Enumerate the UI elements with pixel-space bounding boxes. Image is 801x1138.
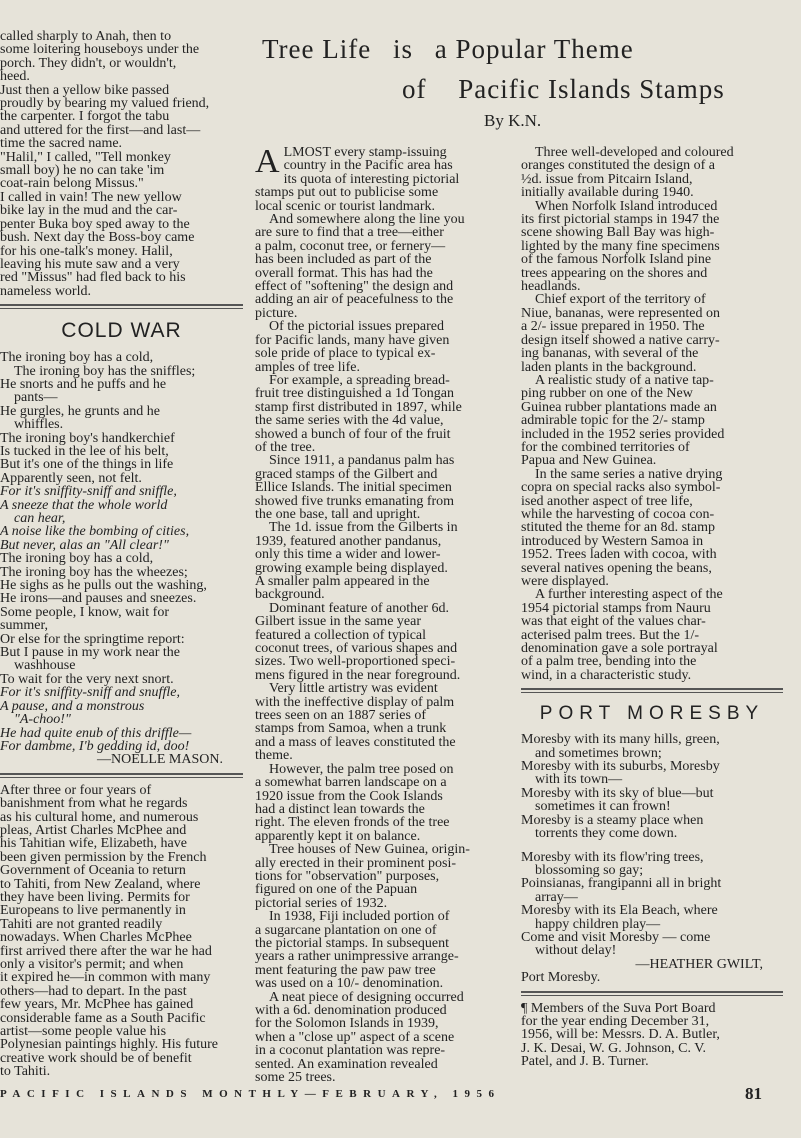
- poem-line: He gurgles, he grunts and he: [0, 404, 160, 419]
- divider: [521, 688, 783, 693]
- text-line: when a "close up" aspect of a scene: [255, 1030, 455, 1045]
- text-line: are sure to find that a tree—either: [255, 226, 444, 240]
- first-paragraph: [255, 143, 484, 214]
- text-line: Government of Oceania to return: [0, 864, 186, 878]
- text-line: were displayed.: [521, 575, 609, 589]
- paragraph: [255, 910, 484, 990]
- poem-signature: —NOELLE MASON.: [97, 752, 223, 768]
- text-line: considerable fame as a South Pacific: [0, 1011, 206, 1026]
- paragraph: [255, 374, 484, 454]
- text-line: In the same series a native drying: [535, 467, 723, 482]
- text-line: some loitering houseboys under the: [0, 43, 200, 57]
- text-line: to Tahiti, from New Zealand, where: [0, 877, 201, 891]
- text-line: LMOST every stamp-issuing: [283, 146, 447, 160]
- headline-part: Tree Life: [262, 34, 372, 64]
- text-line: apparently kept it on balance.: [255, 829, 421, 844]
- text-line: creative work should be of benefit: [0, 1051, 192, 1066]
- suva-port-board-note: [521, 1002, 783, 1069]
- text-line: and uttered for the first—and last—: [0, 123, 201, 138]
- paragraph: [255, 843, 484, 910]
- poem-line: whiffles.: [14, 418, 64, 432]
- text-line: 1952. Trees laden with cocoa, with: [521, 548, 717, 562]
- byline: By K.N.: [484, 111, 542, 130]
- poem-line: blossoming so gay;: [535, 863, 644, 878]
- paragraph: [255, 320, 484, 374]
- text-line: nowadays. When Charles McPhee: [0, 931, 192, 945]
- text-line: ¶ Members of the Suva Port Board: [521, 1001, 716, 1015]
- text-line: while the harvesting of cocoa con-: [521, 507, 715, 522]
- poem-cold-war: [0, 351, 243, 753]
- text-line: its first pictorial stamps in 1947 the: [521, 213, 720, 227]
- text-line: was that eight of the values char-: [521, 615, 706, 629]
- text-line: with the ineffective display of palm: [255, 695, 455, 710]
- poem-line: Is tucked in the lee of his belt,: [0, 444, 169, 459]
- text-line: Patel, and J. B. Turner.: [521, 1055, 649, 1069]
- poem-signature: —HEATHER GWILT,: [635, 956, 763, 972]
- text-line: amples of tree life.: [255, 360, 360, 374]
- text-line: country in the Pacific area has: [283, 159, 453, 173]
- text-line: design itself showed a native carry-: [521, 333, 720, 348]
- text-line: had a distinct lean towards the: [255, 802, 425, 817]
- text-line: penter Buka boy sped away to the: [0, 217, 190, 232]
- text-line: ing bananas, with several of the: [521, 347, 699, 361]
- text-line: overall format. This has had the: [255, 266, 433, 281]
- headline-part: Pacific Islands Stamps: [458, 74, 725, 104]
- poem-title-port-moresby: PORT MORESBY: [539, 703, 765, 725]
- text-line: In 1938, Fiji included portion of: [269, 910, 450, 924]
- paragraph: [521, 374, 783, 468]
- text-line: 1954 pictorial stamps from Nauru: [521, 601, 711, 616]
- footer-running-title: PACIFIC ISLANDS MONTHLY—FEBRUARY, 1956: [0, 1088, 501, 1100]
- headline-line-2: [402, 74, 725, 105]
- text-line: wind, in a characteristic study.: [521, 668, 692, 683]
- middle-column: [255, 143, 484, 1085]
- text-line: porch. They didn't, or wouldn't,: [0, 56, 177, 71]
- poem-line: summer,: [0, 619, 49, 633]
- text-line: And somewhere along the line you: [269, 213, 465, 227]
- article-body: [255, 213, 484, 1084]
- text-line: its quota of interesting pictorial: [283, 172, 460, 187]
- poem-line: Some people, I know, wait for: [0, 605, 169, 620]
- article-headline: [262, 30, 787, 142]
- poem-line: The ironing boy has the sniffles;: [14, 364, 196, 378]
- poem-line: Moresby with its sky of blue—but: [521, 786, 714, 801]
- text-line: sole pride of place to typical ex-: [255, 347, 436, 361]
- text-line: for the year ending December 31,: [521, 1014, 710, 1029]
- text-line: several natives opening the beans,: [521, 561, 712, 575]
- poem-line: Moresby with its flow'ring trees,: [521, 850, 704, 864]
- poem-line: Come and visit Moresby — come: [521, 930, 711, 945]
- text-line: to Tahiti.: [0, 1065, 51, 1079]
- poem-place: Port Moresby.: [521, 971, 601, 985]
- page-number: 81: [745, 1084, 762, 1103]
- poem-line: But I pause in my work near the: [0, 646, 181, 660]
- text-line: initially available during 1940.: [521, 186, 694, 200]
- text-line: nameless world.: [0, 284, 91, 299]
- text-line: Very little artistry was evident: [269, 682, 438, 696]
- text-line: Europeans to live permanently in: [0, 904, 186, 918]
- text-line: of the tree.: [255, 440, 316, 455]
- text-line: they have been living. Permits for: [0, 890, 190, 905]
- text-line: A neat piece of designing occurred: [269, 990, 464, 1004]
- text-line: After three or four years of: [0, 783, 152, 798]
- article-body-continued: [521, 146, 783, 682]
- poem-line: The ironing boy has a cold,: [0, 351, 154, 365]
- poem-line: A noise like the bombing of cities,: [0, 525, 190, 539]
- headline-part: of: [402, 74, 427, 104]
- text-line: A further interesting aspect of the: [535, 588, 723, 602]
- text-line: A realistic study of a native tap-: [535, 373, 714, 388]
- text-line: adding an air of peacefulness to the: [255, 293, 454, 307]
- text-line: 1920 issue from the Cook Islands: [255, 789, 443, 803]
- text-line: in a coconut plantation was repre-: [255, 1044, 446, 1058]
- text-line: Polynesian paintings highly. His future: [0, 1038, 219, 1052]
- poem-line: But never, alas an "All clear!": [0, 538, 169, 553]
- text-line: others—had to depart. In the past: [0, 984, 187, 999]
- poem-line: For it's sniffity-sniff and snuffle,: [0, 686, 180, 700]
- text-line: the carpenter. I forgot the tabu: [0, 110, 170, 124]
- drop-cap: A: [255, 143, 280, 180]
- text-line: bike lay in the mud and the car-: [0, 204, 178, 218]
- left-column: [0, 30, 243, 1079]
- text-line: admirable topic for the 2/- stamp: [521, 414, 705, 428]
- text-line: Three well-developed and coloured: [535, 146, 734, 160]
- poem-line: happy children play—: [535, 917, 661, 931]
- divider: [521, 991, 783, 996]
- text-line: the one base, tall and upright.: [255, 507, 421, 522]
- poem-line: Moresby with its Ela Beach, where: [521, 904, 718, 918]
- text-line: For example, a spreading bread-: [269, 373, 450, 388]
- text-line: only this time a wider and lower-: [255, 548, 441, 562]
- text-line: J. K. Desai, W. G. Johnson, C. V.: [521, 1041, 707, 1056]
- text-line: lighted by the many fine specimens: [521, 239, 720, 254]
- poem-line: Poinsianas, frangipanni all in bright: [521, 877, 722, 891]
- text-line: growing example being displayed.: [255, 561, 448, 575]
- right-column: [521, 146, 783, 1069]
- text-line: background.: [255, 588, 325, 602]
- text-line: a somewhat barren landscape on a: [255, 776, 447, 790]
- text-line: stamps from Samoa, when a trunk: [255, 722, 447, 736]
- poem-line: Or else for the springtime report:: [0, 632, 185, 647]
- text-line: heed.: [0, 70, 30, 84]
- text-line: laden plants in the background.: [521, 360, 697, 374]
- text-line: called sharply to Anah, then to: [0, 30, 172, 44]
- paragraph: [521, 468, 783, 589]
- text-line: some 25 trees.: [255, 1071, 336, 1085]
- text-line: with a 6d. denomination produced: [255, 1004, 447, 1018]
- poem-line: He snorts and he puffs and he: [0, 377, 167, 392]
- text-line: proudly by bearing my valued friend,: [0, 97, 210, 111]
- text-line: banishment from what he regards: [0, 797, 188, 811]
- poem-line: The ironing boy's handkerchief: [0, 431, 175, 445]
- text-line: Just then a yellow bike passed: [0, 83, 170, 98]
- text-line: has been included as part of the: [255, 253, 432, 267]
- paragraph: [255, 763, 484, 843]
- text-line: the same series with the 4d value,: [255, 414, 444, 428]
- text-line: I called in vain! The new yellow: [0, 190, 182, 205]
- text-line: sizes. Two well-proportioned speci-: [255, 655, 456, 669]
- poem-line: The ironing boy has the wheezes;: [0, 565, 188, 580]
- text-line: mens figured in the near foreground.: [255, 668, 461, 683]
- paragraph: [255, 521, 484, 601]
- text-line: figured on one of the Papuan: [255, 883, 418, 897]
- poem-line: array—: [535, 890, 578, 905]
- poem-line: He had quite enub of this driffle—: [0, 726, 192, 740]
- text-line: Tahiti are not granted readily: [0, 917, 163, 932]
- text-line: a 2/- issue prepared in 1950. The: [521, 320, 705, 334]
- text-line: first arrived there after the war he had: [0, 944, 212, 958]
- text-line: Tree houses of New Guinea, origin-: [269, 843, 470, 857]
- page-footer: [0, 1082, 801, 1112]
- text-line: for Pacific lands, many have given: [255, 333, 450, 348]
- poem-stanza: [521, 851, 783, 958]
- text-line: trees appearing on the shores and: [521, 266, 708, 281]
- text-line: stituted the theme for an 8d. stamp: [521, 521, 716, 535]
- poem-line: To wait for the very next snort.: [0, 672, 174, 687]
- text-line: been given permission by the French: [0, 850, 207, 865]
- poem-line: can hear,: [14, 512, 66, 526]
- text-line: coconut trees, of various shapes and: [255, 642, 458, 656]
- text-line: leaving his mute saw and a very: [0, 257, 180, 272]
- text-line: was used on a 10/- denomination.: [255, 977, 444, 991]
- mcphee-paragraph: [0, 784, 243, 1079]
- text-line: years a rather unimpressive arrange-: [255, 950, 459, 964]
- poem-line: Apparently seen, not felt.: [0, 471, 142, 486]
- text-line: for the Solomon Islands in 1939,: [255, 1017, 439, 1031]
- text-line: However, the palm tree posed on: [269, 762, 454, 777]
- text-line: only a visitor's permit; and when: [0, 958, 184, 972]
- poem-line: For it's sniffity-sniff and sniffle,: [0, 485, 177, 499]
- paragraph: [521, 588, 783, 682]
- headline-part: is: [392, 34, 413, 64]
- poem-line: A sneeze that the whole world: [0, 498, 168, 512]
- text-line: for his one-talk's money. Halil,: [0, 244, 173, 258]
- poem-line: Moresby is a steamy place when: [521, 813, 704, 828]
- text-line: Ellice Islands. The initial specimen: [255, 481, 452, 495]
- text-line: Guinea rubber plantations made an: [521, 400, 717, 415]
- text-line: for the combined territories of: [521, 440, 690, 455]
- text-line: tions for "observation" purposes,: [255, 869, 440, 884]
- text-line: Of the pictorial issues prepared: [269, 320, 444, 334]
- poem-line: For dambme, I'b gedding id, doo!: [0, 739, 190, 754]
- poem-line: "A-choo!": [14, 713, 71, 727]
- text-line: stamp first distributed in 1897, while: [255, 400, 462, 415]
- poem-line: A pause, and a monstrous: [0, 699, 145, 714]
- poem-line: torrents they come down.: [535, 827, 678, 841]
- text-line: a palm, coconut tree, or fernery—: [255, 239, 446, 254]
- paragraph: [521, 293, 783, 373]
- text-line: featured a collection of typical: [255, 628, 427, 643]
- text-line: graced stamps of the Gilbert and: [255, 467, 438, 482]
- text-line: copra on special racks also symbol-: [521, 481, 721, 495]
- paragraph: [255, 602, 484, 682]
- text-line: picture.: [255, 306, 298, 321]
- poem-line: He irons—and pauses and sneezes.: [0, 592, 197, 606]
- text-line: ½d. issue from Pitcairn Island,: [521, 172, 693, 187]
- text-line: of the famous Norfolk Island pine: [521, 253, 712, 267]
- poem-line: Moresby with its many hills, green,: [521, 733, 720, 747]
- text-line: it expired he—in common with many: [0, 971, 211, 985]
- poem-line: But it's one of the things in life: [0, 458, 174, 472]
- text-line: ally erected in their prominent posi-: [255, 856, 456, 870]
- text-line: effect of "softening" the design and: [255, 280, 454, 294]
- paragraph: [521, 200, 783, 294]
- text-line: ping rubber on one of the New: [521, 387, 693, 401]
- text-line: Dominant feature of another 6d.: [269, 601, 449, 616]
- text-line: headlands.: [521, 280, 581, 294]
- text-line: When Norfolk Island introduced: [535, 199, 718, 214]
- text-line: and a mass of leaves constituted the: [255, 735, 456, 750]
- text-line: artist—some people value his: [0, 1025, 167, 1039]
- paragraph: [255, 991, 484, 1085]
- poem-line: The ironing boy has a cold,: [0, 552, 154, 566]
- text-line: the pictorial stamps. In subsequent: [255, 936, 450, 951]
- text-line: ised another aspect of tree life,: [521, 494, 693, 508]
- first-paragraph-lines: [255, 143, 484, 214]
- text-line: Since 1911, a pandanus palm has: [269, 454, 455, 468]
- text-line: included in the 1952 series provided: [521, 427, 725, 441]
- headline-line-1: [262, 34, 634, 65]
- text-line: as his cultural home, and numerous: [0, 810, 199, 824]
- text-line: trees seen on an 1887 series of: [255, 709, 427, 723]
- text-line: small boy) he no can take 'im: [0, 164, 165, 178]
- text-line: Chief export of the territory of: [535, 293, 706, 307]
- poem-title-cold-war: COLD WAR: [61, 319, 182, 343]
- text-line: his Tahitian wife, Elizabeth, have: [0, 837, 187, 851]
- text-line: 1956, will be: Messrs. D. A. Butler,: [521, 1028, 720, 1042]
- text-line: red "Missus" had fled back to his: [0, 271, 186, 285]
- text-line: showed a bunch of four of the fruit: [255, 427, 451, 441]
- text-line: sented. An examination revealed: [255, 1057, 438, 1072]
- text-line: time the sacred name.: [0, 137, 123, 151]
- poem-line: sometimes it can frown!: [535, 800, 671, 814]
- text-line: theme.: [255, 749, 293, 763]
- divider: [0, 304, 243, 309]
- story-intro: [0, 30, 243, 298]
- poem-line: washhouse: [14, 659, 76, 673]
- paragraph: [255, 213, 484, 320]
- paragraph: [255, 454, 484, 521]
- headline-part: a Popular Theme: [434, 34, 634, 64]
- text-line: of a palm tree, bending into the: [521, 655, 697, 669]
- text-line: bush. Next day the Boss-boy came: [0, 231, 195, 245]
- text-line: "Halil," I called, "Tell monkey: [0, 150, 171, 165]
- text-line: The 1d. issue from the Gilberts in: [269, 521, 458, 535]
- paragraph: [255, 682, 484, 762]
- text-line: A smaller palm appeared in the: [255, 575, 430, 589]
- text-line: oranges constituted the design of a: [521, 159, 716, 173]
- poem-line: He sighs as he pulls out the washing,: [0, 579, 207, 593]
- text-line: pleas, Artist Charles McPhee and: [0, 823, 187, 838]
- text-line: Niue, bananas, were represented on: [521, 306, 721, 321]
- poem-stanza: [521, 733, 783, 840]
- text-line: a sugarcane plantation on one of: [255, 923, 437, 937]
- text-line: few years, Mr. McPhee has gained: [0, 998, 194, 1012]
- poem-line: with its town—: [535, 773, 623, 787]
- text-line: coat-rain belong Missus.": [0, 177, 144, 191]
- text-line: acterised palm trees. But the 1/-: [521, 628, 700, 643]
- text-line: 1939, featured another pandanus,: [255, 534, 442, 549]
- poem-line: pants—: [14, 391, 58, 405]
- poem-line: and sometimes brown;: [535, 746, 662, 761]
- text-line: scene showing Ball Bay was high-: [521, 226, 715, 240]
- text-line: denomination gave a sole portrayal: [521, 642, 718, 656]
- text-line: right. The eleven fronds of the tree: [255, 816, 450, 830]
- poem-line: Moresby with its suburbs, Moresby: [521, 760, 720, 774]
- text-line: local scenic or tourist landmark.: [255, 199, 435, 214]
- poem-line: without delay!: [535, 944, 617, 958]
- divider: [0, 773, 243, 778]
- text-line: introduced by Western Samoa in: [521, 534, 704, 549]
- text-line: Papua and New Guinea.: [521, 454, 657, 468]
- text-line: pictorial series of 1932.: [255, 896, 388, 911]
- text-line: ment featuring the paw paw tree: [255, 963, 436, 978]
- text-line: stamps put out to publicise some: [255, 186, 439, 200]
- text-line: Gilbert issue in the same year: [255, 615, 422, 629]
- text-line: showed five trunks emanating from: [255, 494, 455, 508]
- paragraph: [521, 146, 783, 200]
- text-line: fruit tree distinguished a 1d Tongan: [255, 387, 455, 401]
